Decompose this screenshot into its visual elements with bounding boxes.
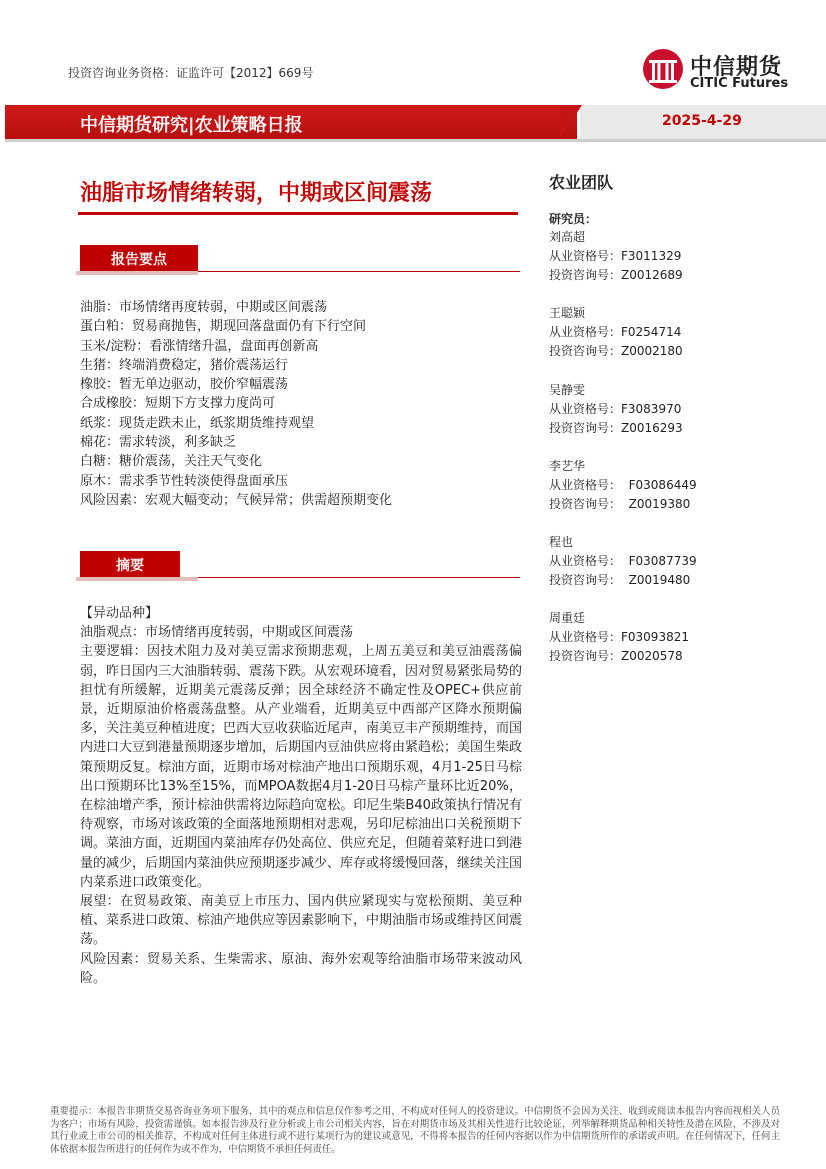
key-points-list [80,298,520,510]
key-points-label: 报告要点 [111,252,167,268]
researcher-qualification: 从业资格号：F3011329 [549,249,682,263]
summary-label: 摘要 [116,558,144,574]
list-item: 原木：需求季节性转淡使得盘面承压 [80,473,289,489]
list-item: 橡胶：暂无单边驱动，胶价窄幅震荡 [80,377,289,393]
researcher-card [549,381,789,438]
summary-logic: 主要逻辑：因技术阻力及对美豆需求预期悲观，上周五美豆和美豆油震荡偏弱，昨日国内三大油脂转弱、震荡下跌。从宏观环境看，因对贸易紧张局势的担忧有所缓解，近期美元震荡反弹；因全球经济不确定性及OPEC+供应前景，近期原油价格震荡盘整。从产业端看，近期美豆中西部产区降水预期偏多，关注美豆种植进度；巴西大豆收获临近尾声，南美豆丰产预期维持，而国内进口大豆到港量预期逐步增加，后期国内豆油供应将由紧趋松；美国生柴政策预期反复。棕油方面，近期市场对棕油产地出口预期乐观，4月1-25日马棕出口预期环比13%至15%，而MPOA数据4月1-20日马棕产量环比近20%，在棕油增产季，预计棕油供需将边际趋向宽松。印尼生柴B40政策执行情况有待观察，市场对该政策的全面落地预期相对悲观，另印尼棕油出口关税预期下调。菜油方面，近期国内菜油库存仍处高位、供应充足，但随着菜籽进口到港量的减少，后期国内菜油供应预期逐步减少、库存或将缓慢回落，继续关注国内菜系进口政策变化。 [80,644,523,890]
key-points-tag [80,245,198,273]
summary-view: 油脂观点：市场情绪再度转弱，中期或区间震荡 [80,625,354,641]
researcher-name: 李艺华 [549,459,586,473]
banner-red-taper [560,105,582,139]
list-item: 风险因素：宏观大幅变动；气候异常；供需超预期变化 [80,492,393,508]
list-item: 玉米/淀粉：看涨情绪升温，盘面再创新高 [80,338,319,354]
report-banner [0,105,826,141]
researcher-card [549,533,789,590]
list-item: 棉花：需求转淡，利多缺乏 [80,435,237,451]
list-item: 合成橡胶：短期下方支撑力度尚可 [80,396,276,412]
list-item: 生猪：终端消费稳定，猪价震荡运行 [80,357,289,373]
banner-title: 中信期货研究|农业策略日报 [80,115,303,136]
researcher-consult-id: 投资咨询号： Z0019380 [549,497,691,511]
logo-chinese-name: 中信期货 [690,55,783,80]
researcher-qualification: 从业资格号：F03093821 [549,630,689,644]
researcher-card [549,609,789,666]
list-item: 蛋白粕：贸易商抛售，期现回落盘面仍有下行空间 [80,319,367,335]
researcher-name: 程也 [549,535,574,549]
researcher-qualification: 从业资格号：F3083970 [549,402,682,416]
report-title: 油脂市场情绪转弱，中期或区间震荡 [80,181,433,206]
summary-outlook: 展望：在贸易政策、南美豆上市压力、国内供应紧现实与宽松预期、美豆种植、菜系进口政策、棕油产地供应等因素影响下，中期油脂市场或维持区间震荡。 [80,894,523,948]
researchers-label: 研究员： [549,212,598,226]
team-title: 农业团队 [549,173,614,192]
license-text: 投资咨询业务资格：证监许可【2012】669号 [68,66,314,80]
researcher-consult-id: 投资咨询号： Z0019480 [549,573,691,587]
list-item: 白糖：糖价震荡，关注天气变化 [80,454,263,470]
citic-futures-logo [642,48,802,94]
citic-logo-icon [642,48,684,90]
researcher-consult-id: 投资咨询号：Z0012689 [549,268,683,282]
researcher-name: 王聪颖 [549,306,586,320]
researcher-qualification: 从业资格号： F03086449 [549,478,697,492]
researcher-name: 周重廷 [549,611,586,625]
report-date: 2025-4-29 [662,113,742,129]
list-item: 油脂：市场情绪再度转弱，中期或区间震荡 [80,300,328,315]
title-divider [78,212,518,215]
summary-risk: 风险因素：贸易关系、生柴需求、原油、海外宏观等给油脂市场带来波动风险。 [80,951,522,986]
disclaimer: 重要提示：本报告非期货交易咨询业务项下服务，其中的观点和信息仅作参考之用，不构成对任何人的投资建议。中信期货不会因为关注、收到或阅读本报告内容而视相关人员为客户；市场有风险，投资需谨慎。如本报告涉及行业分析或上市公司相关内容，旨在对期货市场及其相关性进行比较论证，列举解释期货品种相关特性及潜在风险，不涉及对其行业或上市公司的相关推荐，不构成对任何主体进行或不进行某项行为的建议或意见，不得将本报告的任何内容据以作为中信期货所作的承诺或声明。在任何情况下，任何主体依据本报告所进行的任何作为或不作为，中信期货不承担任何责任。 [50,1106,780,1155]
researcher-consult-id: 投资咨询号：Z0020578 [549,649,683,663]
researcher-consult-id: 投资咨询号：Z0002180 [549,344,683,358]
list-item: 纸浆：现货走跌未止，纸浆期货维持观望 [80,415,315,431]
researcher-consult-id: 投资咨询号：Z0016293 [549,421,683,435]
researcher-card [549,304,789,361]
summary-body [80,604,522,988]
researcher-card [549,457,789,514]
researcher-name: 刘高超 [549,230,586,244]
tag-shadow [76,577,198,581]
researcher-name: 吴静雯 [549,383,586,397]
tag-shadow [76,271,198,275]
researcher-card [549,228,789,285]
logo-english-name: CITIC Futures [690,76,789,91]
researcher-qualification: 从业资格号：F0254714 [549,325,682,339]
summary-section-heading: 【异动品种】 [80,606,159,621]
summary-tag [80,551,198,579]
banner-shadow [5,139,826,142]
researcher-qualification: 从业资格号： F03087739 [549,554,697,568]
